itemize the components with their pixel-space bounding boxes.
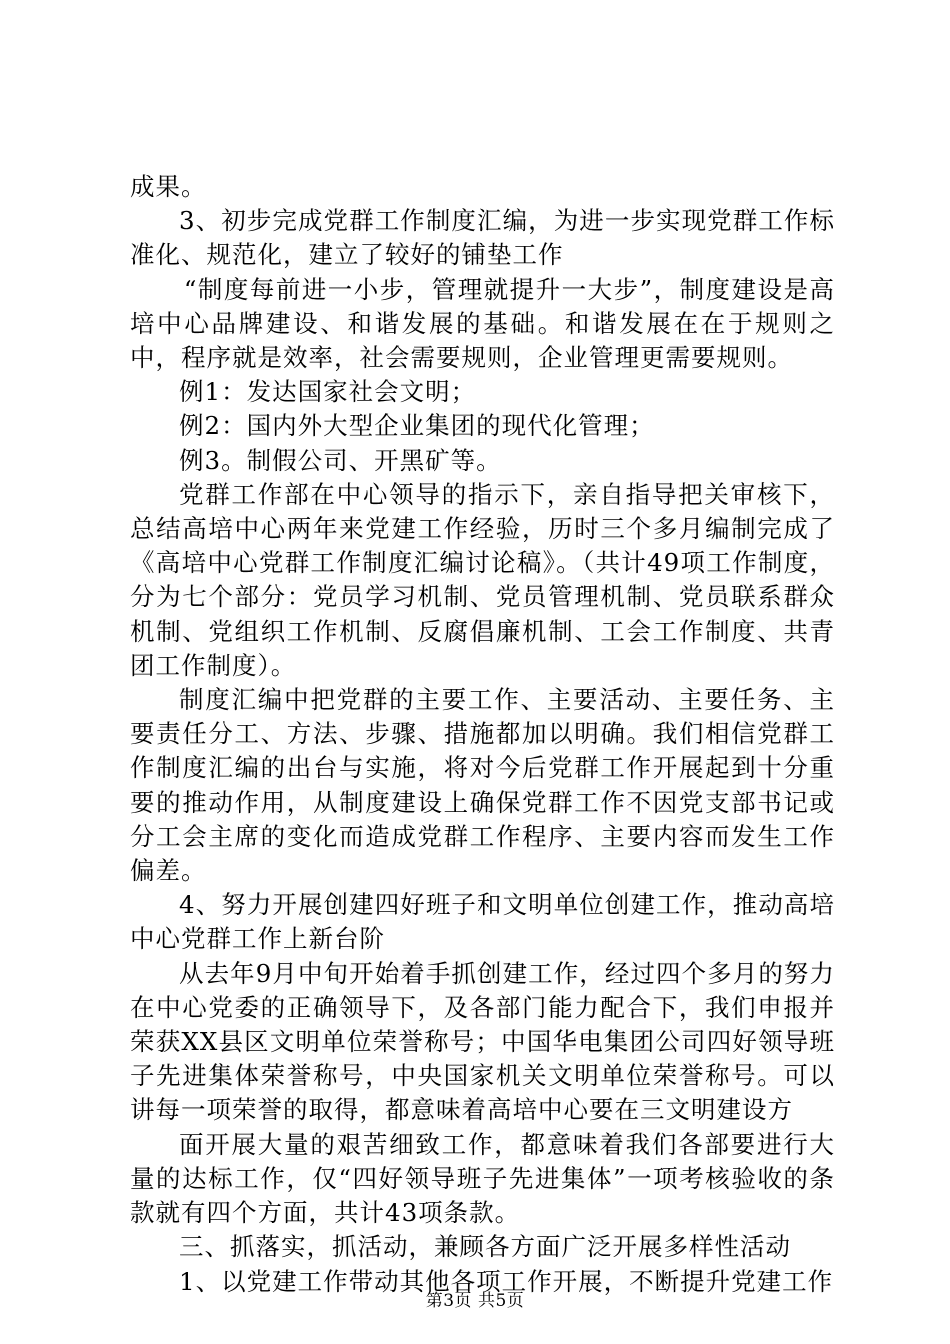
paragraph-10: 从去年9月中旬开始着手抓创建工作，经过四个多月的努力在中心党委的正确领导下，及各部门能力配合下，我们申报并荣获XX县区文明单位荣誉称号；中国华电集团公司四好领导班子先进集体荣誉称号，中央国家机关文明单位荣誉称号。可以讲每一项荣誉的取得，都意味着高培中心要在三文明建设方 (130, 958, 835, 1125)
paragraph-8: 制度汇编中把党群的主要工作、主要活动、主要任务、主要责任分工、方法、步骤、措施都加以明确。我们相信党群工作制度汇编的出台与实施，将对今后党群工作开展起到十分重要的推动作用，从制度建设上确保党群工作不因党支部书记或分工会主席的变化而造成党群工作程序、主要内容而发生工作偏差。 (130, 685, 835, 886)
paragraph-5: 例2：国内外大型企业集团的现代化管理； (179, 411, 655, 441)
page-footer (0, 1286, 950, 1311)
body-text (130, 170, 835, 1299)
paragraph-13: 1、以党建工作带动其他各项工作开展，不断提升党建工作 (179, 1266, 834, 1296)
paragraph-3: “制度每前进一小步，管理就提升一大步”，制度建设是高培中心品牌建设、和谐发展的基础。和谐发展在在于规则之中，程序就是效率，社会需要规则，企业管理更需要规则。 (130, 274, 835, 373)
paragraph-11: 面开展大量的艰苦细致工作，都意味着我们各部要进行大量的达标工作，仅“四好领导班子先进集体”一项考核验收的条款就有四个方面，共计43项条款。 (130, 1129, 835, 1228)
paragraph-6: 例3。制假公司、开黑矿等。 (179, 445, 502, 475)
paragraph-2: 3、初步完成党群工作制度汇编，为进一步实现党群工作标准化、规范化，建立了较好的铺垫工作 (130, 206, 835, 270)
paragraph-7: 党群工作部在中心领导的指示下，亲自指导把关审核下，总结高培中心两年来党建工作经验，历时三个多月编制完成了《高培中心党群工作制度汇编讨论稿》。（共计49项工作制度，分为七个部分：党员学习机制、党员管理机制、党员联系群众机制、党组织工作机制、反腐倡廉机制、工会工作制度、共青团工作制度）。 (130, 479, 835, 680)
paragraph-4: 例1：发达国家社会文明； (179, 377, 477, 407)
paragraph-12: 三、抓落实，抓活动，兼顾各方面广泛开展多样性活动 (179, 1232, 791, 1262)
paragraph-1: 成果。 (130, 172, 207, 201)
paragraph-9: 4、努力开展创建四好班子和文明单位创建工作，推动高培中心党群工作上新台阶 (130, 890, 835, 954)
page-number: 第3页 共5页 (425, 1291, 525, 1311)
